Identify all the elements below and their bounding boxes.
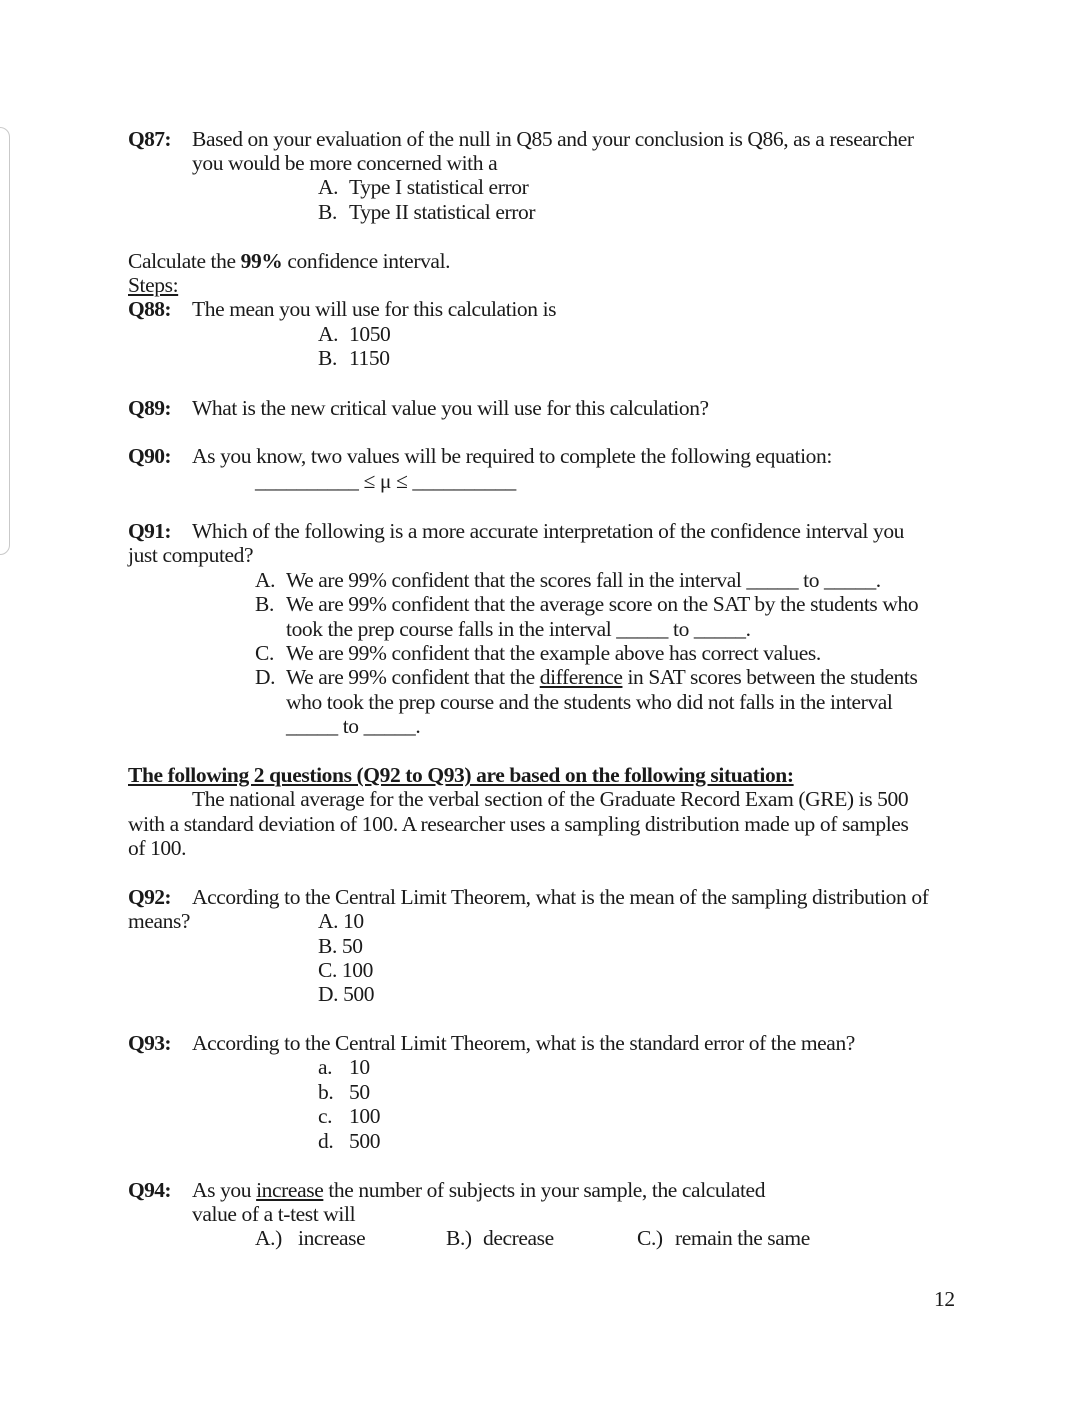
q91-number: Q91: — [128, 519, 171, 543]
q94-option-a: A.) increase — [255, 1226, 366, 1250]
page-number: 12 — [934, 1287, 955, 1311]
q92-text-line1: According to the Central Limit Theorem, what is the mean of the sampling distribution of — [192, 885, 929, 909]
q87-text-line1: Based on your evaluation of the null in Q85 and your conclusion is Q86, as a researcher — [192, 127, 914, 151]
q93-text: According to the Central Limit Theorem, what is the standard error of the mean? — [192, 1031, 855, 1055]
q92-text-line2: means? — [128, 909, 191, 933]
q88-option-a: A. 1050 — [318, 322, 391, 346]
q91-option-b-line2: took the prep course falls in the interval _____ to _____. — [286, 617, 751, 641]
q92-option-d: D. 500 — [318, 982, 375, 1006]
situation-line3: of 100. — [128, 836, 187, 860]
q93-option-a: a. 10 — [318, 1055, 370, 1079]
q91-option-b: B. We are 99% confident that the average score on the SAT by the students who — [255, 592, 919, 616]
q91-text-line2: just computed? — [128, 543, 254, 567]
q88-text: The mean you will use for this calculation is — [192, 297, 557, 321]
q94-text-line1: As you increase the number of subjects in your sample, the calculated — [192, 1178, 766, 1202]
q92-option-b: B. 50 — [318, 934, 363, 958]
q89-text: What is the new critical value you will use for this calculation? — [192, 396, 709, 420]
steps-label: Steps: — [128, 273, 179, 297]
q88-option-b: B. 1150 — [318, 346, 390, 370]
q91-option-d-line3: _____ to _____. — [286, 714, 421, 738]
q91-option-a: A. We are 99% confident that the scores fall in the interval _____ to _____. — [255, 568, 881, 592]
q94-option-b: B.) decrease — [446, 1226, 554, 1250]
situation-heading: The following 2 questions (Q92 to Q93) are based on the following situation: — [128, 763, 794, 787]
q87-option-b: B. Type II statistical error — [318, 200, 536, 224]
q89-number: Q89: — [128, 396, 171, 420]
q93-option-d: d. 500 — [318, 1129, 381, 1153]
q91-option-d-line2: who took the prep course and the students who did not falls in the interval — [286, 690, 893, 714]
situation-line2: with a standard deviation of 100. A researcher uses a sampling distribution made up of samples — [128, 812, 909, 836]
q87-number: Q87: — [128, 127, 171, 151]
q92-option-a: A. 10 — [318, 909, 364, 933]
q88-number: Q88: — [128, 297, 171, 321]
q93-option-b: b. 50 — [318, 1080, 370, 1104]
q94-option-c: C.) remain the same — [637, 1226, 810, 1250]
q92-number: Q92: — [128, 885, 171, 909]
q90-equation: __________ ≤ μ ≤ __________ — [255, 469, 516, 493]
q93-number: Q93: — [128, 1031, 171, 1055]
q87-text-line2: you would be more concerned with a — [192, 151, 498, 175]
q94-number: Q94: — [128, 1178, 171, 1202]
q87-option-a: A. Type I statistical error — [318, 175, 529, 199]
q92-option-c: C. 100 — [318, 958, 373, 982]
q91-option-d: D. We are 99% confident that the difference in SAT scores between the students — [255, 665, 918, 689]
q91-option-c: C. We are 99% confident that the example above has correct values. — [255, 641, 821, 665]
page-edge-tab — [0, 127, 10, 555]
q90-number: Q90: — [128, 444, 171, 468]
q90-text: As you know, two values will be required to complete the following equation: — [192, 444, 832, 468]
q93-option-c: c. 100 — [318, 1104, 381, 1128]
ci-instruction: Calculate the 99% confidence interval. — [128, 249, 451, 273]
q94-text-line2: value of a t-test will — [192, 1202, 356, 1226]
q91-text-line1: Which of the following is a more accurate interpretation of the confidence interval you — [192, 519, 905, 543]
situation-line1: The national average for the verbal section of the Graduate Record Exam (GRE) is 500 — [192, 787, 909, 811]
